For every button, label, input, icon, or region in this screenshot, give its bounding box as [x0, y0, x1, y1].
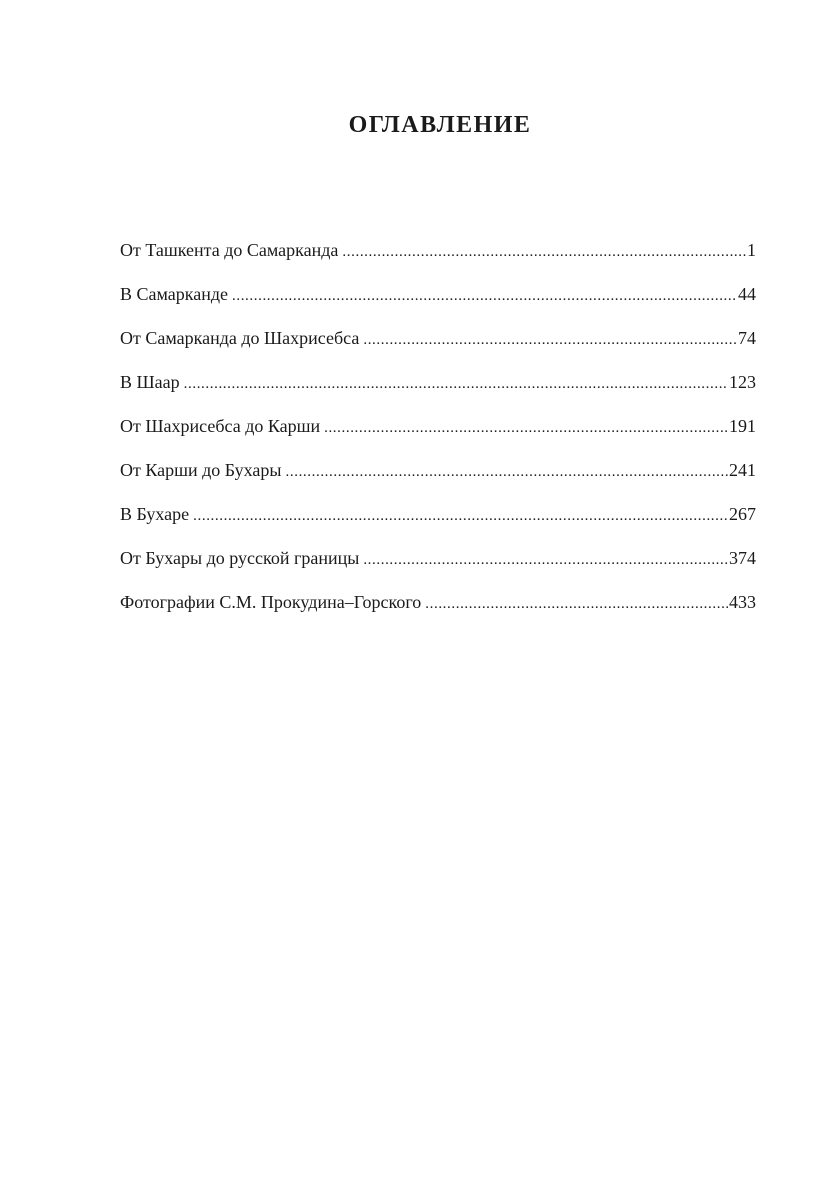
dot-leader	[286, 458, 728, 486]
toc-entry[interactable]	[120, 412, 756, 456]
toc-entry[interactable]	[120, 236, 756, 280]
toc-entry[interactable]	[120, 280, 756, 324]
toc-entry-title: От Самарканда до Шахрисебса	[120, 328, 360, 348]
dot-leader	[324, 414, 728, 442]
dot-leader	[184, 370, 728, 398]
toc-entry-title: От Карши до Бухары	[120, 460, 282, 480]
toc-entry[interactable]	[120, 588, 756, 632]
toc-page-number: 123	[729, 372, 756, 392]
dot-leader	[342, 238, 746, 266]
toc-page-number: 433	[729, 592, 756, 612]
toc-entry-title: От Шахрисебса до Карши	[120, 416, 321, 436]
toc-entry[interactable]	[120, 544, 756, 588]
toc-entry[interactable]	[120, 324, 756, 368]
toc-entry-title: В Самарканде	[120, 284, 228, 304]
toc-entry-title: В Шаар	[120, 372, 180, 392]
dot-leader	[193, 502, 728, 530]
toc-entry-title: В Бухаре	[120, 504, 190, 524]
dot-leader	[363, 326, 737, 354]
toc-page-number: 267	[729, 504, 756, 524]
toc-entry[interactable]	[120, 456, 756, 500]
table-of-contents	[120, 236, 756, 632]
toc-page-number: 241	[729, 460, 756, 480]
toc-page-number: 374	[729, 548, 756, 568]
toc-entry-title: От Ташкента до Самарканда	[120, 240, 339, 260]
toc-entry-title: Фотографии С.М. Прокудина–Горского	[120, 592, 422, 612]
dot-leader	[232, 282, 737, 310]
toc-page-number: 74	[738, 328, 756, 348]
page-title: ОГЛАВЛЕНИЕ	[348, 112, 532, 138]
toc-entry-title: От Бухары до русской границы	[120, 548, 360, 568]
toc-page-number: 1	[747, 240, 756, 260]
toc-page-number: 191	[729, 416, 756, 436]
dot-leader	[363, 546, 728, 574]
toc-entry[interactable]	[120, 368, 756, 412]
toc-entry[interactable]	[120, 500, 756, 544]
dot-leader	[425, 590, 728, 618]
toc-page-number: 44	[738, 284, 756, 304]
